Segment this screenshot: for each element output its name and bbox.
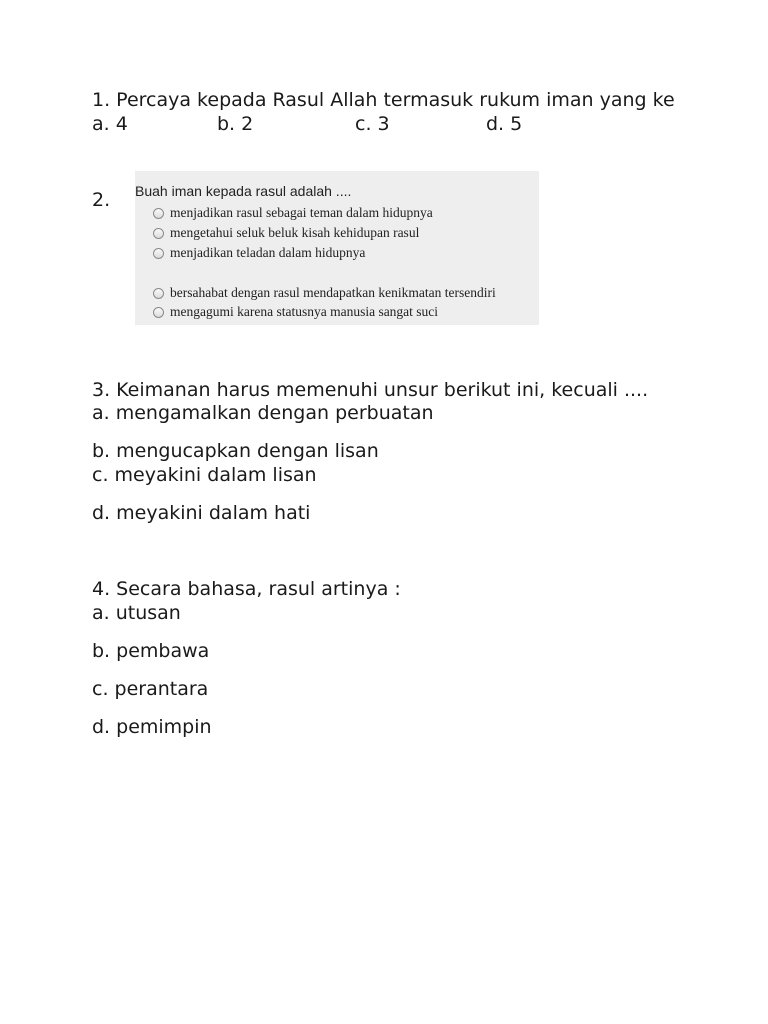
question-4-text: 4. Secara bahasa, rasul artinya : bbox=[92, 578, 401, 600]
question-2-quiz-panel bbox=[135, 171, 539, 325]
question-2-option[interactable] bbox=[153, 224, 419, 242]
question-1-option-c: c. 3 bbox=[355, 113, 390, 135]
radio-button-icon[interactable] bbox=[153, 248, 164, 259]
question-1-option-b: b. 2 bbox=[217, 113, 254, 135]
question-3-text: 3. Keimanan harus memenuhi unsur berikut ini, kecuali .... bbox=[92, 379, 649, 401]
question-3-option-d: d. meyakini dalam hati bbox=[92, 502, 311, 524]
question-2-option-label: mengetahui seluk beluk kisah kehidupan rasul bbox=[170, 225, 420, 240]
question-1-text: 1. Percaya kepada Rasul Allah termasuk rukum iman yang ke bbox=[92, 89, 675, 111]
question-2-option[interactable] bbox=[153, 204, 433, 222]
question-4-option-c: c. perantara bbox=[92, 678, 209, 700]
question-2-option-label: menjadikan rasul sebagai teman dalam hidupnya bbox=[170, 205, 433, 220]
radio-button-icon[interactable] bbox=[153, 288, 164, 299]
radio-button-icon[interactable] bbox=[153, 307, 164, 318]
question-2-option-label: menjadikan teladan dalam hidupnya bbox=[170, 245, 366, 260]
question-2-text: Buah iman kepada rasul adalah .... bbox=[135, 183, 352, 199]
question-2-option-label: mengagumi karena statusnya manusia sangat suci bbox=[170, 304, 439, 319]
question-3-option-a: a. mengamalkan dengan perbuatan bbox=[92, 402, 434, 424]
question-2-option[interactable] bbox=[153, 244, 365, 262]
question-2-option[interactable] bbox=[153, 284, 496, 302]
question-3-option-c: c. meyakini dalam lisan bbox=[92, 464, 317, 486]
question-2-number: 2. bbox=[92, 189, 111, 211]
question-1-option-a: a. 4 bbox=[92, 113, 128, 135]
question-3-option-b: b. mengucapkan dengan lisan bbox=[92, 440, 379, 462]
question-2-option[interactable] bbox=[153, 303, 438, 321]
radio-button-icon[interactable] bbox=[153, 208, 164, 219]
radio-button-icon[interactable] bbox=[153, 228, 164, 239]
question-4-option-a: a. utusan bbox=[92, 602, 181, 624]
question-1-option-d: d. 5 bbox=[486, 113, 523, 135]
question-4-option-d: d. pemimpin bbox=[92, 716, 212, 738]
question-4-option-b: b. pembawa bbox=[92, 640, 210, 662]
question-2-option-label: bersahabat dengan rasul mendapatkan kenikmatan tersendiri bbox=[170, 285, 496, 300]
